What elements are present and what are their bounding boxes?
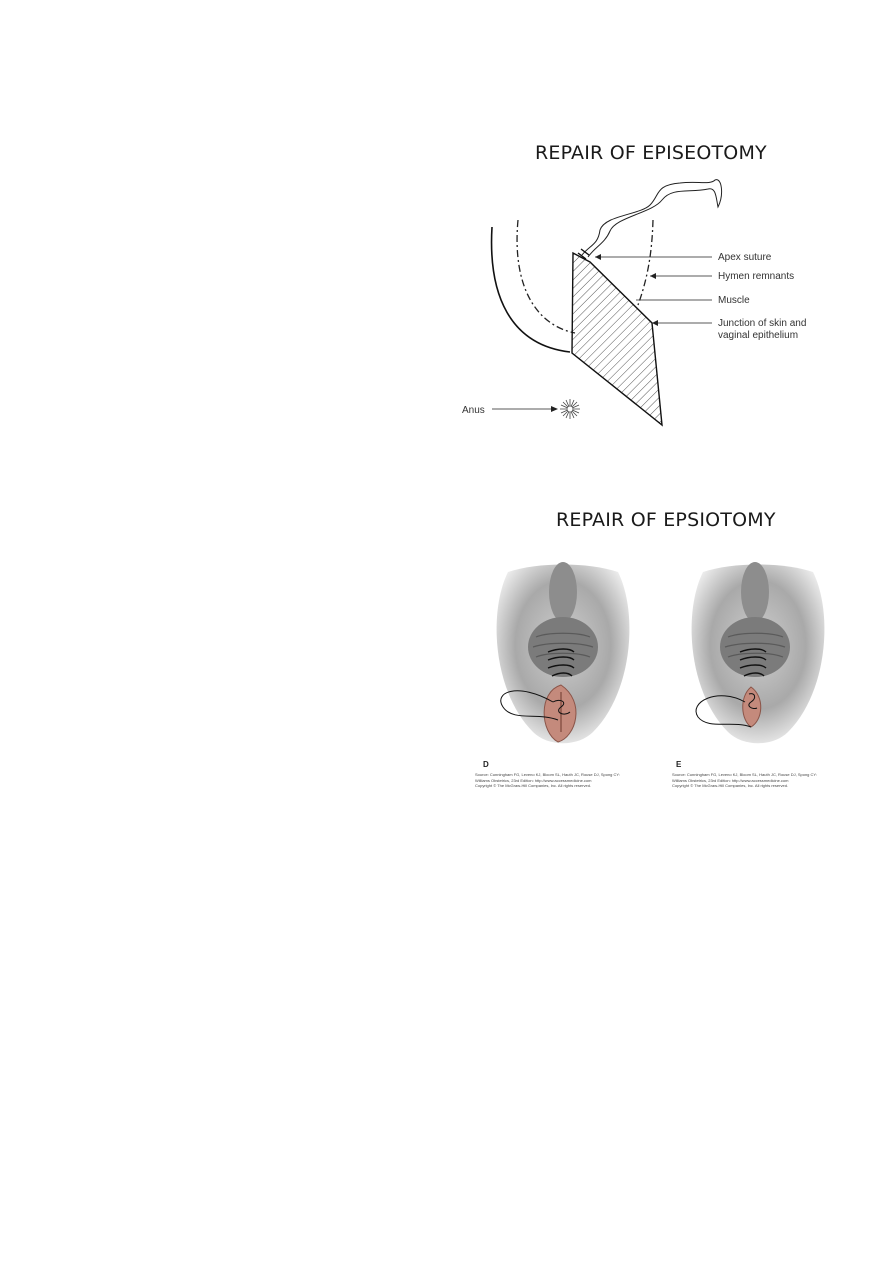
junction-label-line1: Junction of skin and [718, 318, 807, 329]
outer-wall-line [492, 227, 570, 352]
panel-e-copyright: Copyright © The McGraw-Hill Companies, Inc. All rights reserved. [672, 783, 789, 788]
anus-star-icon [560, 399, 580, 419]
slide1-title: REPAIR OF EPISEOTOMY [535, 142, 767, 164]
hymen-curve-left [517, 220, 575, 333]
panel-e-source-line1: Source: Cunningham FG, Leveno KJ, Bloom SL, Hauth JC, Rouse DJ, Spong CY: [672, 772, 817, 777]
anus-label: Anus [462, 405, 485, 416]
slide2-title: REPAIR OF EPSIOTOMY [556, 509, 776, 531]
panel-e-letter: E [676, 760, 682, 769]
panel-d-copyright: Copyright © The McGraw-Hill Companies, Inc. All rights reserved. [475, 783, 592, 788]
panel-d-source [475, 772, 635, 789]
hymen-curve-right [638, 220, 653, 305]
panel-e-source-line2: Williams Obstetrics, 23rd Edition: http://www.accessmedicine.com [672, 777, 789, 783]
junction-label-line2: vaginal epithelium [718, 330, 799, 341]
repair-illustration-d [478, 552, 648, 752]
panel-d-source-line2: Williams Obstetrics, 23rd Edition: http://www.accessmedicine.com [475, 777, 592, 783]
panel-d-letter: D [483, 760, 489, 769]
panel-d-source-line1: Source: Cunningham FG, Leveno KJ, Bloom SL, Hauth JC, Rouse DJ, Spong CY: [475, 772, 620, 777]
episiotomy-schematic [440, 175, 840, 435]
repair-illustration-e [673, 552, 843, 752]
apex-suture-label: Apex suture [718, 252, 772, 263]
hymen-remnants-label: Hymen remnants [718, 271, 795, 282]
panel-e-source [672, 772, 832, 789]
muscle-wedge [572, 253, 662, 425]
muscle-label: Muscle [718, 295, 750, 306]
